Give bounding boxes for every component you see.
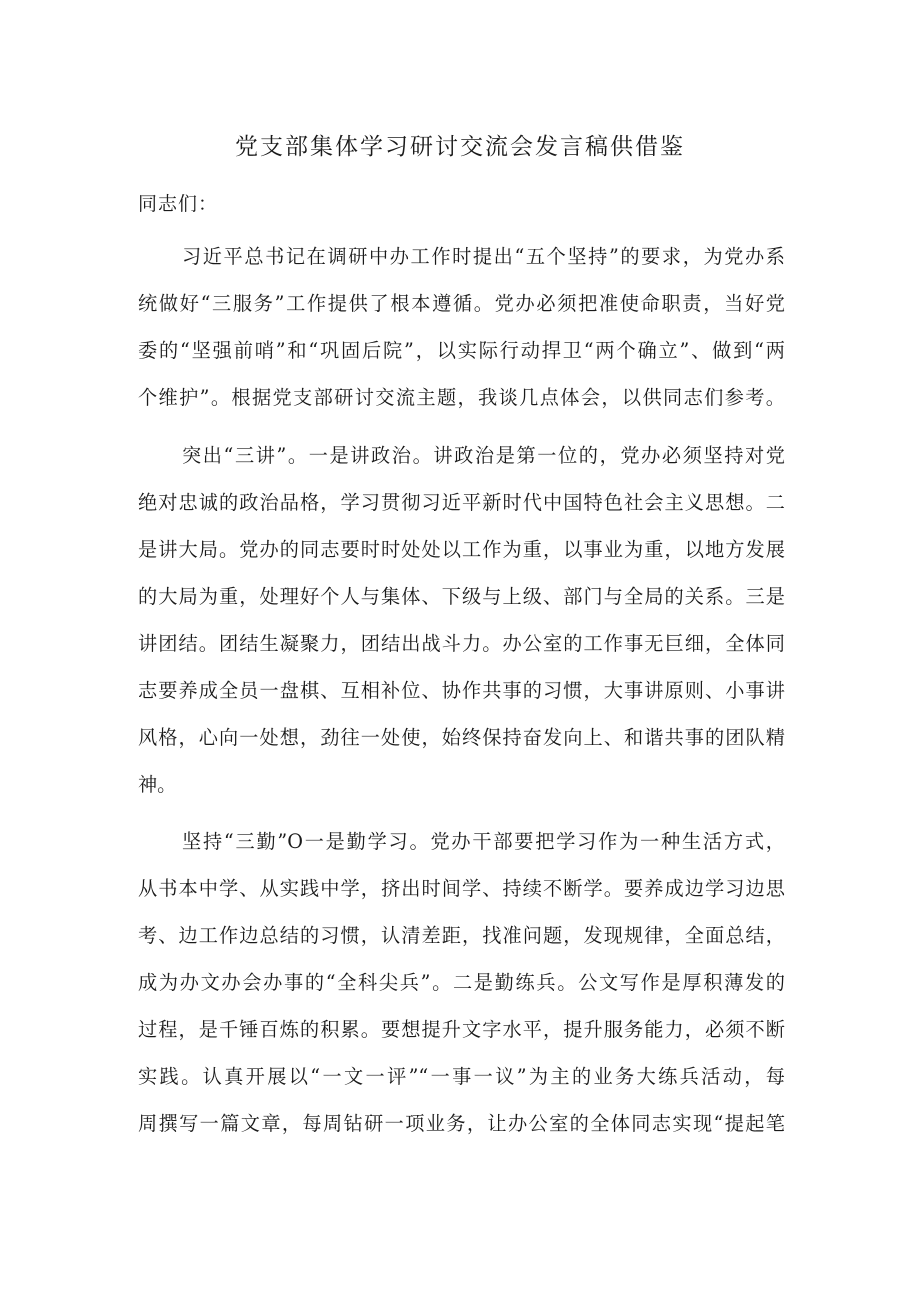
- body-line: 坚持“三勤”O一是勤学习。党办干部要把学习作为一种生活方式，: [182, 830, 785, 853]
- document-title: 党支部集体学习研讨交流会发言稿供借鉴: [235, 134, 685, 160]
- body-line: 周撰写一篇文章，每周钻研一项业务，让办公室的全体同志实现“提起笔: [138, 1112, 785, 1135]
- body-line: 突出“三讲”。一是讲政治。讲政治是第一位的，党办必须坚持对党: [182, 444, 785, 467]
- body-line: 风格，心向一处想，劲往一处使，始终保持奋发向上、和谐共事的团队精: [138, 726, 785, 749]
- body-line: 习近平总书记在调研中办工作时提出“五个坚持”的要求，为党办系: [182, 245, 785, 268]
- body-line: 考、边工作边总结的习惯，认清差距，找准问题，发现规律，全面总结，: [138, 924, 785, 947]
- body-line: 是讲大局。党办的同志要时时处处以工作为重，以事业为重，以地方发展: [138, 538, 785, 561]
- body-line: 过程，是千锤百炼的积累。要想提升文字水平，提升服务能力，必须不断: [138, 1018, 785, 1041]
- body-line: 成为办文办会办事的“全科尖兵”。二是勤练兵。公文写作是厚积薄发的: [138, 971, 785, 994]
- body-line: 志要养成全员一盘棋、互相补位、协作共事的习惯，大事讲原则、小事讲: [138, 679, 785, 702]
- body-line: 神。: [138, 773, 177, 796]
- body-line: 个维护”。根据党支部研讨交流主题，我谈几点体会，以供同志们参考。: [138, 386, 785, 409]
- body-line: 的大局为重，处理好个人与集体、下级与上级、部门与全局的关系。三是: [138, 585, 785, 608]
- body-line: 统做好“三服务”工作提供了根本遵循。党办必须把准使命职责，当好党: [138, 292, 785, 315]
- body-line: 从书本中学、从实践中学，挤出时间学、持续不断学。要养成边学习边思: [138, 877, 785, 900]
- body-line: 绝对忠诚的政治品格，学习贯彻习近平新时代中国特色社会主义思想。二: [138, 491, 785, 514]
- salutation: 同志们：: [138, 193, 219, 215]
- body-line: 委的“坚强前哨”和“巩固后院”，以实际行动捍卫“两个确立”、做到“两: [138, 339, 785, 362]
- body-line: 讲团结。团结生凝聚力，团结出战斗力。办公室的工作事无巨细，全体同: [138, 632, 785, 655]
- body-line: 实践。认真开展以“一文一评”“一事一议”为主的业务大练兵活动，每: [138, 1065, 785, 1088]
